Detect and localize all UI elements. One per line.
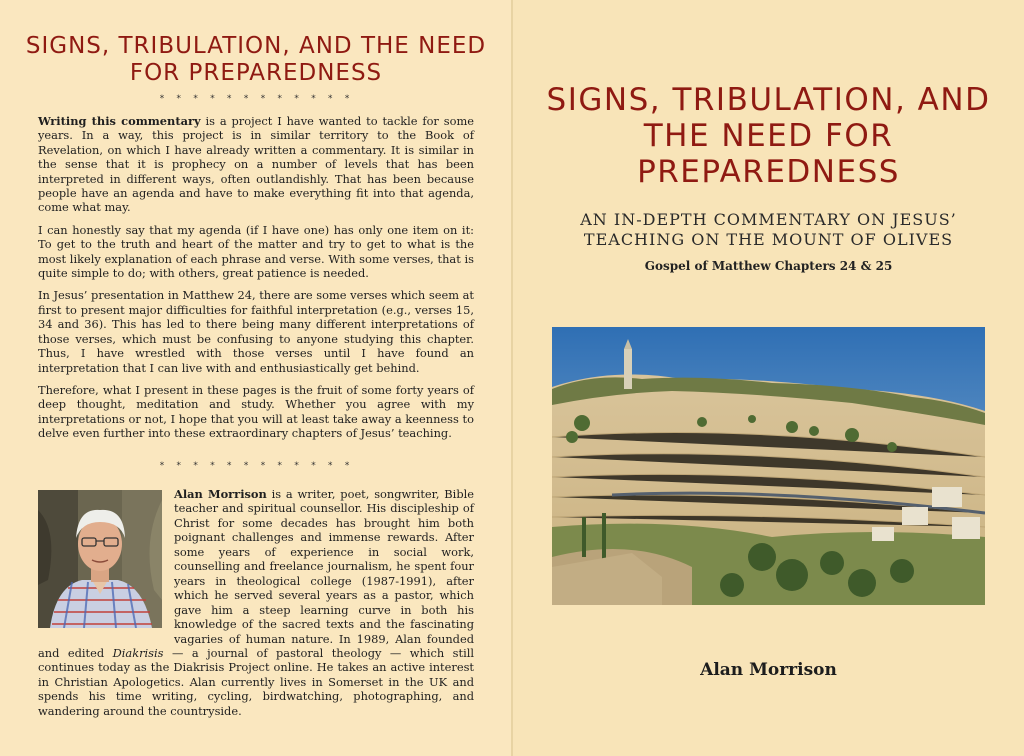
divider: * * * * * * * * * * * * <box>159 94 353 104</box>
description <box>38 114 474 449</box>
author-bio <box>38 487 474 718</box>
paragraph-3: In Jesus’ presentation in Matthew 24, there are some verses which seem at first to present major difficulties for faithful interpretation (e.g., verses 15, 34 and 36). This has led to there being many different interpretations of those verses, which must be confusing to anyone studying this chapter. Thus, I have wrestled with those verses until I have found an interpretation that I can live with and enthusiastically get behind. <box>38 288 475 375</box>
back-cover-title: SIGNS, TRIBULATION, AND THE NEED FOR PREPAREDNESS <box>25 33 487 86</box>
lead-text: Writing this commentary <box>38 114 201 128</box>
paragraph-1 <box>38 114 474 215</box>
mount-of-olives-photo <box>552 327 985 605</box>
front-cover <box>513 0 1024 756</box>
author-photo <box>38 490 162 628</box>
author-name-front: Alan Morrison <box>700 660 837 680</box>
bio-text-1: is a writer, poet, songwriter, Bible teacher and spiritual counsellor. His discipleship of Christ for some decades has brought him both poignant challenges and immense rewards. After some years of experience in social work, counselling and freelance journalism, he spent four years in theological college (1987-1991), after which he served several years as a pastor, which gave him a steep learning curve in both his knowledge of the sacred texts and the fascinating vagaries of human nature. In 1989, Alan founded and edited <box>38 487 474 660</box>
subtitle: AN IN-DEPTH COMMENTARY ON JESUS’ TEACHING ON THE MOUNT OF OLIVES <box>580 210 957 249</box>
series-line: Gospel of Matthew Chapters 24 & 25 <box>644 259 893 273</box>
front-cover-title: SIGNS, TRIBULATION, AND THE NEED FOR PREPAREDNESS <box>546 82 991 190</box>
journal-name: Diakrisis <box>112 645 164 660</box>
paragraph-4: Therefore, what I present in these pages is the fruit of some forty years of deep thought, meditation and study. Whether you agree with my interpretations or not, I hope that you will at least take away a keenness to delve even further into these extraordinary chapters of Jesus’ teaching. <box>38 382 474 441</box>
author-name: Alan Morrison <box>174 487 267 501</box>
divider: * * * * * * * * * * * * <box>159 461 353 471</box>
bio-text-2: — a journal of pastoral theology — which still continues today as the Diakrisis Project online. He takes an active interest in Christian Apologetics. Alan currently lives in Somerset in the UK and spends his time writing, cycling, birdwatching, photographing, and wandering around the countryside. <box>38 645 474 718</box>
paragraph-2: I can honestly say that my agenda (if I have one) has only one item on it: To get to the truth and heart of the matter and try to get to what is the most likely explanation of each phrase and verse. With some verses, that is quite simple to do; with others, great patience is needed. <box>38 222 474 281</box>
paragraph-1-text: is a project I have wanted to tackle for some years. In a way, this project is in similar territory to the Book of Revelation, on which I have already written a commentary. It is similar in the sense that it is prophecy on a number of levels that has been interpreted in different ways, often outlandishly. That has been because people have an agenda and have to make everything fit into that agenda, come what may. <box>38 114 474 215</box>
